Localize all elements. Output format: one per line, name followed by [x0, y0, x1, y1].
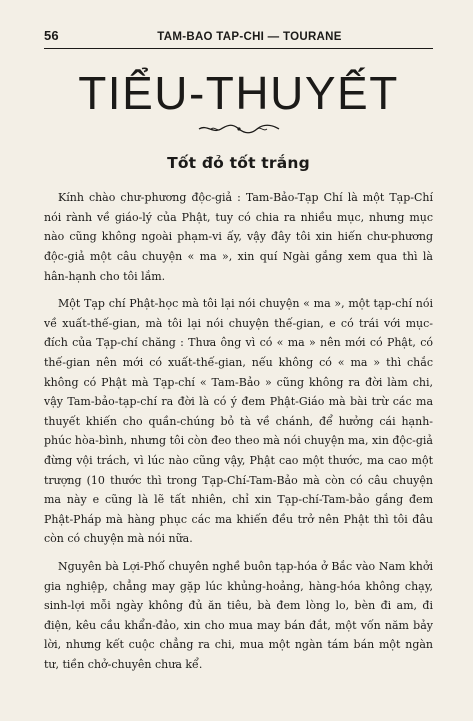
article-body: [44, 188, 433, 674]
journal-running-title: TAM-BAO TAP-CHI — TOURANE: [157, 31, 342, 43]
page-header: [44, 28, 433, 43]
page-number: 56: [44, 28, 59, 43]
flourish-ornament-icon: [197, 123, 281, 135]
header-rule: [44, 48, 433, 49]
paragraph-2: Một Tạp chí Phật-học mà tôi lại nói chuyện « ma », một tạp-chí nói về xuất-thế-gian, mà tôi lại nói chuyện thế-gian, e có trái với mục-đích của Tạp-chí chăng : Thưa ông vì có « ma » nên mới có Phật, có thế-gian nên mới có xuất-thế-gian, nếu không có « ma » thì chắc không có Phật mà Tạp-chí « Tam-Bảo » cũng không ra đời làm chi, vậy Tam-bảo-tạp-chí ra đời là có ý đem Phật-Giáo mà bài trừ các ma thuyết khiến cho quần-chúng bỏ tà về chánh, để hưởng cái hạnh-phúc hòa-bình, nhưng tôi còn đeo theo mà nói chuyện ma, xin độc-giả đừng vội trách, vì lúc nào cũng vậy, Phật cao một thước, ma cao một trượng (10 thước thì trong Tạp-Chí-Tam-Bảo mà còn có câu chuyện ma này e cũng là lẽ tất nhiên, chỉ xin Tạp-chí-Tam-bảo gắng đem Phật-Pháp mà hàng phục các ma khiến đều trở nên Phật thì tôi đâu còn có chuyện mà nói nữa.: [44, 297, 433, 546]
paragraph-1: Kính chào chư-phương độc-giả : Tam-Bảo-Tạp Chí là một Tạp-Chí nói rành về giáo-lý của Phật, tuy có chia ra nhiều mục, nhưng mục nào cũng không ngoài phạm-vi ấy, vậy đây tôi xin hiến chư-phương độc-giả một câu chuyện « ma », xin quí Ngài gắng xem qua thì là hân-hạnh cho tôi lắm.: [44, 191, 433, 283]
section-title: TIỂU-THUYẾT: [78, 67, 399, 119]
story-title: Tốt đỏ tốt trắng: [167, 154, 310, 173]
paragraph-3: Nguyên bà Lợi-Phố chuyên nghề buôn tạp-hóa ở Bắc vào Nam khởi gia nghiệp, chẳng may gặp lúc khủng-hoảng, hàng-hóa không chạy, sinh-lợi mỗi ngày không đủ ăn tiêu, bà đem lòng lo, bèn đi am, đi điện, kêu cầu khẩn-đảo, xin cho mua may bán đắt, một vốn năm bảy lời, nhưng kết cuộc chẳng ra chi, mua một ngàn tám bán một ngàn tư, tiền chở-chuyên chưa kể.: [44, 559, 433, 671]
